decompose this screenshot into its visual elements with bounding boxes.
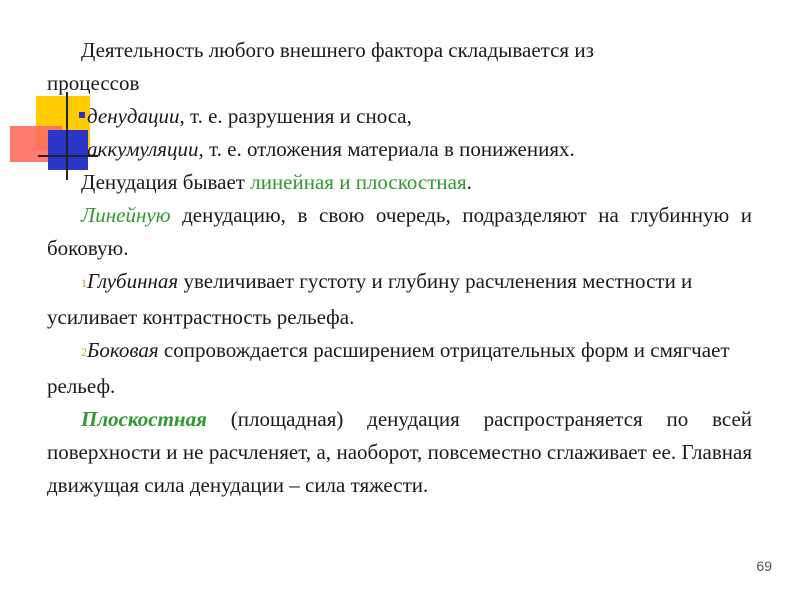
highlight-term: Плоскостная [81,407,207,431]
square-bullet-icon [79,112,85,118]
page-number: 69 [756,558,772,574]
bullet-term: денудации, [87,104,185,128]
denudation-types-paragraph: Денудация бывает линейная и плоскостная. [81,170,472,194]
bullet-term: аккумуляции, [87,137,204,161]
highlight-term: Линейную [81,203,171,227]
item-number: 1 [81,276,87,290]
square-bullet-icon [79,145,85,151]
slide-body [47,34,752,502]
intro-line-2: процессов [47,71,140,95]
planar-denudation-paragraph: Плоскостная (площадная) денудация распространяется по всей поверхности и не расчленяет, а, наоборот, повсеместно сглаживает ее. Главная движущая сила денудации – сила тяжести. [47,407,752,497]
bullet-item-denudation [47,100,752,133]
item-number: 2 [81,345,87,359]
bullet-text: т. е. разрушения и сноса, [184,104,412,128]
numbered-item-2: 2Боковая сопровождается расширением отрицательных форм и смягчает рельеф. [47,338,730,398]
intro-line-1: Деятельность любого внешнего фактора складывается из [81,38,594,62]
bullet-item-accumulation [47,133,752,166]
highlight-text: линейная и плоскостная [250,170,467,194]
linear-denudation-paragraph: Линейную денудацию, в свою очередь, подразделяют на глубинную и боковую. [47,203,752,260]
intro-paragraph [47,34,752,100]
item-term: Глубинная [87,269,179,293]
item-term: Боковая [87,338,159,362]
numbered-item-1: 1Глубинная увеличивает густоту и глубину расчленения местности и усиливает контрастность рельефа. [47,269,693,329]
bullet-text: т. е. отложения материала в понижениях. [203,137,575,161]
